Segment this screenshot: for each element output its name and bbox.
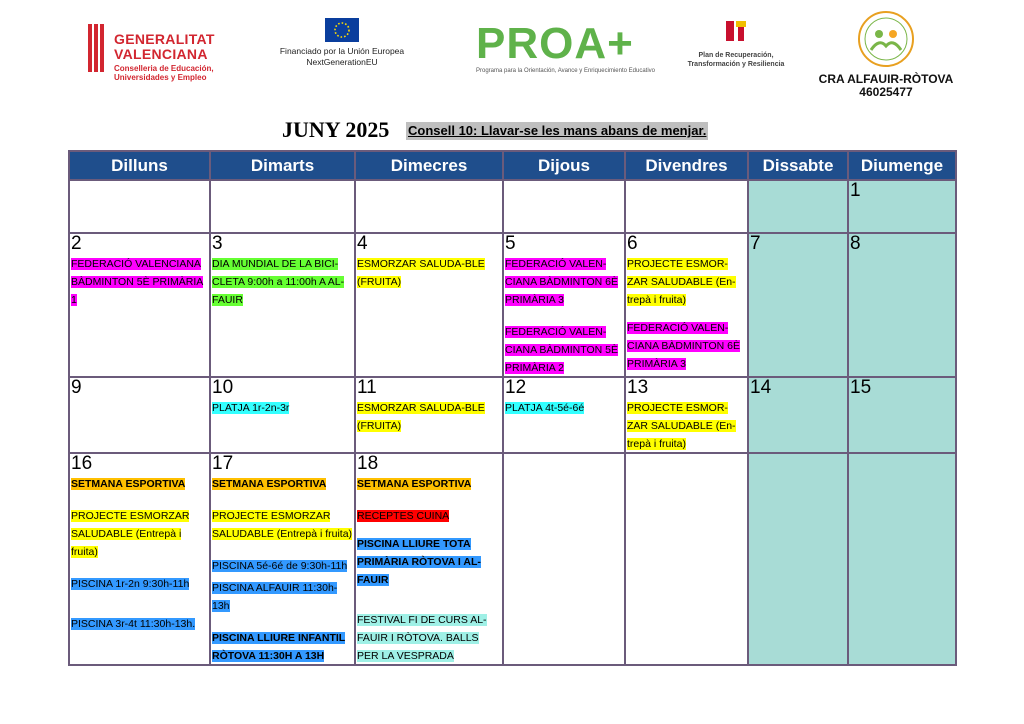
- event-cooking-recipes: RECEPTES CUINA: [357, 510, 450, 522]
- weekday-header: Divendres: [625, 151, 748, 180]
- event-beach: PLATJA 1r-2n-3r: [212, 402, 290, 414]
- eu-flag-icon: [325, 18, 359, 42]
- week-row: [69, 377, 956, 453]
- day-number: 8: [850, 233, 861, 254]
- day-number: 7: [750, 233, 761, 254]
- day-number: 4: [357, 233, 368, 254]
- event-badminton: FEDERACIÓ VALENCIANA BÀDMINTON 5È PRIMÀRIA 1: [71, 258, 204, 306]
- day-cell-empty: [503, 180, 625, 233]
- day-cell-empty: [748, 453, 848, 665]
- day-number: 16: [71, 453, 93, 474]
- eu-text: Financiado por la Unión Europea NextGenerationEU: [279, 46, 405, 67]
- day-cell-empty: [210, 180, 355, 233]
- weekday-header: Diumenge: [848, 151, 956, 180]
- proa-word: PROA+: [476, 19, 634, 68]
- gva-name: GENERALITAT VALENCIANA: [114, 31, 215, 62]
- day-cell-15: [848, 377, 956, 453]
- eu-logo: [276, 18, 408, 74]
- day-number: 2: [71, 233, 82, 254]
- day-cell-empty: [625, 180, 748, 233]
- gva-shield-icon: [86, 22, 106, 74]
- event-badminton: FEDERACIÓ VALEN-CIANA BÀDMINTON 5È PRIMÀRIA 2: [505, 326, 618, 374]
- event-healthy-breakfast: PROJECTE ESMOR-ZAR SALUDABLE (En-trepà i fruita): [627, 258, 736, 306]
- day-cell-10: [210, 377, 355, 453]
- day-cell-4: [355, 233, 503, 377]
- event-sports-week: SETMANA ESPORTIVA: [357, 478, 472, 490]
- day-cell-empty: [625, 453, 748, 665]
- day-cell-11: [355, 377, 503, 453]
- event-pool: PISCINA 5é-6é de 9:30h-11h: [212, 560, 348, 572]
- day-number: 9: [71, 377, 82, 398]
- generalitat-logo: [86, 22, 226, 84]
- cra-name: CRA ALFAUIR-RÒTOVA: [818, 72, 954, 86]
- day-cell-empty: [503, 453, 625, 665]
- day-cell-3: [210, 233, 355, 377]
- day-cell-empty: [848, 453, 956, 665]
- day-number: 18: [357, 453, 379, 474]
- week-row: [69, 180, 956, 233]
- day-number: 15: [850, 377, 872, 398]
- prtr-emblem-icon: [723, 18, 749, 44]
- gva-sub: Conselleria de Educación, Universidades y Empleo: [114, 64, 214, 82]
- advice-banner: Consell 10: Llavar-se les mans abans de menjar.: [408, 123, 707, 138]
- day-cell-2: [69, 233, 210, 377]
- event-badminton: FEDERACIÓ VALEN-CIANA BÀDMINTON 6È PRIMÀRIA 3: [627, 322, 740, 370]
- calendar-title-row: [282, 116, 762, 146]
- event-beach: PLATJA 4t-5é-6é: [505, 402, 585, 414]
- day-number: 3: [212, 233, 223, 254]
- event-pool: PISCINA 1r-2n 9:30h-11h: [71, 578, 190, 590]
- weekday-header: Dilluns: [69, 151, 210, 180]
- calendar-grid: [68, 150, 957, 666]
- day-number: 12: [505, 377, 527, 398]
- day-cell-empty: [69, 180, 210, 233]
- day-number: 14: [750, 377, 772, 398]
- prtr-logo: [684, 18, 788, 80]
- event-pool: PISCINA 3r-4t 11:30h-13h.: [71, 618, 196, 630]
- cra-code: 46025477: [859, 85, 913, 99]
- day-cell-14: [748, 377, 848, 453]
- event-end-of-year-festival: FESTIVAL FI DE CURS AL-FAUIR I RÒTOVA. BALLS PER LA VESPRADA: [357, 614, 487, 662]
- event-healthy-breakfast: PROJECTE ESMORZAR SALUDABLE (Entrepà i fruita): [212, 510, 353, 540]
- cra-emblem-icon: [857, 10, 915, 68]
- day-cell-12: [503, 377, 625, 453]
- event-pool: PISCINA ALFAUIR 11:30h-13h: [212, 582, 338, 612]
- day-cell-16: [69, 453, 210, 665]
- proa-sub: Programa para la Orientación, Avance y Enriquecimiento Educativo: [476, 68, 655, 74]
- week-row: [69, 453, 956, 665]
- event-healthy-breakfast: ESMORZAR SALUDA-BLE (FRUITA): [357, 258, 485, 288]
- day-cell-7: [748, 233, 848, 377]
- day-number: 6: [627, 233, 638, 254]
- day-cell-6: [625, 233, 748, 377]
- event-pool: PISCINA LLIURE TOTA PRIMÀRIA RÒTOVA I AL-FAUIR: [357, 538, 481, 586]
- weekday-header: Dimecres: [355, 151, 503, 180]
- event-bicycle-day: DIA MUNDIAL DE LA BICI-CLETA 9:00h a 11:00h A AL-FAUIR: [212, 258, 345, 306]
- prtr-text: Plan de Recuperación, Transformación y Resiliencia: [687, 52, 785, 68]
- day-cell-8: [848, 233, 956, 377]
- month-title: JUNY 2025: [282, 117, 390, 142]
- week-row: [69, 233, 956, 377]
- weekday-header: Dissabte: [748, 151, 848, 180]
- day-cell-17: [210, 453, 355, 665]
- event-healthy-breakfast: PROJECTE ESMOR-ZAR SALUDABLE (En-trepà i fruita): [627, 402, 736, 450]
- day-number: 17: [212, 453, 234, 474]
- event-healthy-breakfast: ESMORZAR SALUDA-BLE (FRUITA): [357, 402, 485, 432]
- event-sports-week: SETMANA ESPORTIVA: [212, 478, 327, 490]
- day-number: 1: [850, 180, 861, 201]
- day-cell-empty: [748, 180, 848, 233]
- day-cell-empty: [355, 180, 503, 233]
- event-healthy-breakfast: PROJECTE ESMORZAR SALUDABLE (Entrepà i fruita): [71, 510, 190, 558]
- day-number: 11: [357, 377, 377, 398]
- cra-logo: [806, 10, 966, 100]
- weekday-header: Dimarts: [210, 151, 355, 180]
- day-cell-1: [848, 180, 956, 233]
- day-cell-9: [69, 377, 210, 453]
- day-cell-13: [625, 377, 748, 453]
- day-cell-18: [355, 453, 503, 665]
- day-number: 13: [627, 377, 649, 398]
- proa-logo: [472, 19, 655, 80]
- weekday-header: Dijous: [503, 151, 625, 180]
- event-badminton: FEDERACIÓ VALEN-CIANA BÀDMINTON 6È PRIMÀRIA 3: [505, 258, 618, 306]
- day-number: 5: [505, 233, 516, 254]
- event-sports-week: SETMANA ESPORTIVA: [71, 478, 186, 490]
- weekday-header-row: [69, 151, 956, 180]
- event-pool: PISCINA LLIURE INFANTIL RÒTOVA 11:30H A 13H: [212, 632, 346, 662]
- day-number: 10: [212, 377, 234, 398]
- day-cell-5: [503, 233, 625, 377]
